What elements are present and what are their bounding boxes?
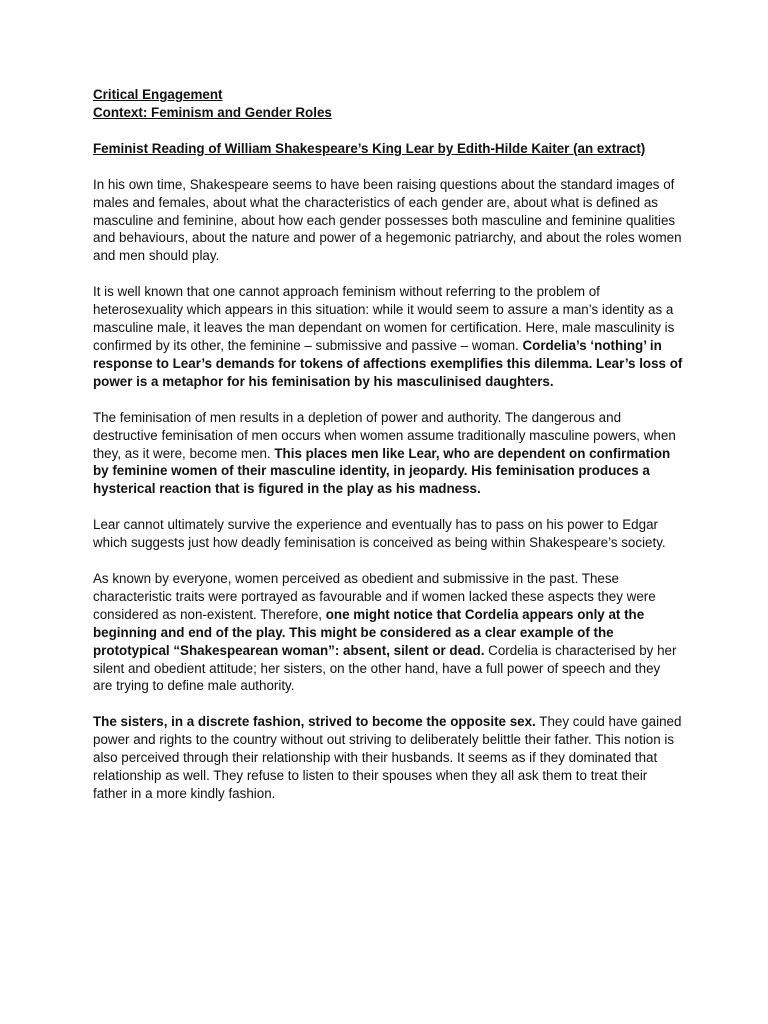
- paragraph-5-text-a: As known by everyone, women perceived as obedient and submissive in the past. These characteristic traits were portrayed as favourable and if women lacked these aspects they were considered as non-existent. Therefore,: [93, 571, 656, 622]
- paragraph-2: [93, 283, 683, 390]
- paragraph-6-bold: The sisters, in a discrete fashion, strived to become the opposite sex.: [93, 714, 536, 730]
- section-heading: Critical Engagement: [93, 87, 223, 102]
- paragraph-3-bold: This places men like Lear, who are dependent on confirmation by feminine women of their masculine identity, in jeopardy. His feminisation produces a hysterical reaction that is figured in the play as his madness.: [93, 445, 671, 497]
- paragraph-3-text: The feminisation of men results in a depletion of power and authority. The dangerous and destructive feminisation of men occurs when women assume traditionally masculine powers, when they, as it were, become men.: [93, 409, 676, 461]
- context-heading: Context: Feminism and Gender Roles: [93, 104, 332, 120]
- paragraph-1-text: In his own time, Shakespeare seems to have been raising questions about the standard images of males and females, about what the characteristics of each gender are, about what is defined as masculine and feminine, about how each gender possesses both masculine and feminine qualities and behaviours, about the nature and power of a hegemonic patriarchy, and about the roles women and men should play.: [93, 176, 682, 264]
- paragraph-2-bold: Cordelia’s ‘nothing’ in response to Lear’s demands for tokens of affections exemplifies this dilemma. Lear’s loss of power is a metaphor for his feminisation by his masculinised daughters.: [93, 337, 683, 389]
- paragraph-3: [93, 409, 683, 499]
- extract-title: Feminist Reading of William Shakespeare’s King Lear by Edith-Hilde Kaiter (an extract): [93, 140, 646, 156]
- paragraph-2-text: It is well known that one cannot approach feminism without referring to the problem of heterosexuality which appears in this situation: while it would seem to assure a man’s identity as a masculine male, it leaves the man dependant on women for certification. Here, male masculinity is confirmed by its other, the feminine – submissive and passive – woman.: [93, 284, 675, 353]
- paragraph-4-text: Lear cannot ultimately survive the experience and eventually has to pass on his power to Edgar which suggests just how deadly feminisation is conceived as being within Shakespeare’s society.: [93, 517, 666, 551]
- paragraph-5-text-b: Cordelia is characterised by her silent and obedient attitude; her sisters, on the other hand, have a full power of speech and they are trying to define male authority.: [93, 642, 677, 694]
- paragraph-5-bold: one might notice that Cordelia appears only at the beginning and end of the play. This might be considered as a clear example of the prototypical “Shakespearean woman”: absent, silent or dead.: [93, 606, 645, 658]
- paragraph-1: [93, 176, 683, 266]
- document-page: [93, 86, 683, 803]
- paragraph-5: [93, 570, 683, 695]
- paragraph-6: [93, 713, 683, 803]
- paragraph-4: [93, 516, 683, 552]
- paragraph-6-text: They could have gained power and rights to the country without out striving to deliberately belittle their father. This notion is also perceived through their relationship with their husbands. It seems as if they dominated that relationship as well. They refuse to listen to their spouses when they all ask them to treat their father in a more kindly fashion.: [93, 714, 682, 801]
